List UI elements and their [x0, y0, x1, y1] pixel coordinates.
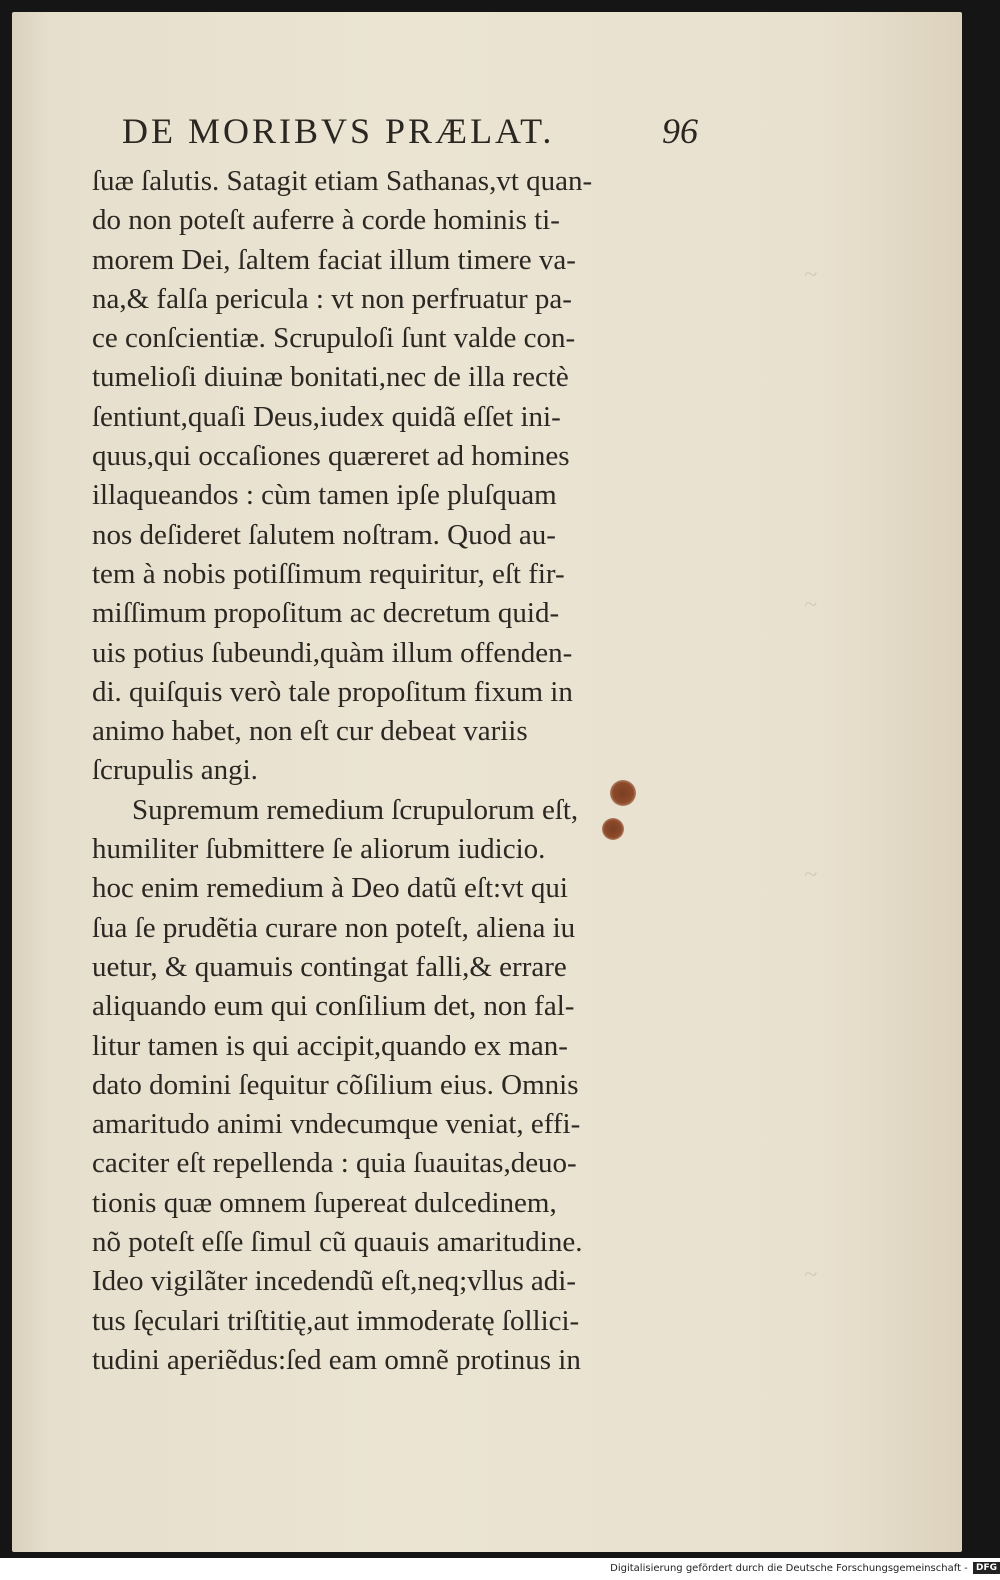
text-line: na,& falſa pericula : vt non perfruatur pa-: [92, 282, 572, 315]
text-line: animo habet, non eſt cur debeat variis: [92, 715, 528, 748]
text-line: tus ſęculari triſtitię,aut immoderatę ſollici-: [92, 1304, 580, 1337]
text-line: quus,qui occaſiones quæreret ad homines: [92, 440, 570, 473]
dfg-logo: DFG: [973, 1562, 1000, 1574]
text-line: humiliter ſubmittere ſe aliorum iudicio.: [92, 833, 546, 866]
ink-stain: [610, 780, 636, 806]
text-line: dato domini ſequitur cõſilium eius. Omnis: [92, 1068, 579, 1101]
digitization-credit: [600, 1562, 1000, 1580]
credit-text: Digitalisierung gefördert durch die Deutsche Forschungsgemeinschaft -: [610, 1563, 968, 1574]
page-header: [122, 110, 722, 160]
book-page: [12, 12, 962, 1552]
running-title: DE MORIBVS PRÆLAT.: [122, 111, 555, 151]
text-line: ſua ſe prudẽtia curare non poteſt, aliena iu: [92, 911, 576, 944]
text-line: nõ poteſt eſſe ſimul cũ quauis amaritudine.: [92, 1226, 583, 1259]
text-line: Ideo vigilãter incedendũ eſt,neq;vllus adi-: [92, 1265, 576, 1298]
text-line: aliquando eum qui conſilium det, non fal-: [92, 990, 575, 1023]
text-line: ſcrupulis angi.: [92, 754, 258, 787]
text-line: hoc enim remedium à Deo datũ eſt:vt qui: [92, 872, 568, 905]
text-line: nos deſideret ſalutem noſtram. Quod au-: [92, 518, 556, 551]
text-line: miſſimum propoſitum ac decretum quid-: [92, 597, 560, 630]
text-line: litur tamen is qui accipit,quando ex man-: [92, 1029, 568, 1062]
page-number: 96: [662, 111, 698, 151]
text-line: illaqueandos : cùm tamen ipſe pluſquam: [92, 479, 557, 512]
text-line: ce conſcientiæ. Scrupuloſi ſunt valde con-: [92, 322, 576, 355]
text-line: tumelioſi diuinæ bonitati,nec de illa rectè: [92, 361, 569, 394]
text-line: ſentiunt,quaſi Deus,iudex quidã eſſet ini-: [92, 400, 561, 433]
text-line: di. quiſquis verò tale propoſitum fixum in: [92, 675, 573, 708]
text-line: ſuæ ſalutis. Satagit etiam Sathanas,vt quan-: [92, 165, 593, 197]
show-through-marginalia: ~ ~ ~ ~: [804, 262, 817, 1288]
text-line: tem à nobis potiſſimum requiritur, eſt fir-: [92, 557, 565, 590]
body-text: [92, 162, 712, 1380]
ink-stain: [602, 818, 624, 840]
paragraph-start-line: Supremum remedium ſcrupulorum eſt,: [132, 793, 579, 826]
text-line: amaritudo animi vndecumque veniat, effi-: [92, 1108, 581, 1141]
text-line: do non poteſt auferre à corde hominis ti-: [92, 204, 560, 237]
text-line: tudini aperiẽdus:ſed eam omnẽ protinus in: [92, 1343, 581, 1376]
text-line: morem Dei, ſaltem faciat illum timere va-: [92, 243, 576, 276]
text-line: caciter eſt repellenda : quia ſuauitas,deuo-: [92, 1147, 577, 1180]
text-line: uetur, & quamuis contingat falli,& errare: [92, 950, 567, 983]
text-line: tionis quæ omnem ſupereat dulcedinem,: [92, 1186, 557, 1219]
text-line: uis potius ſubeundi,quàm illum offenden-: [92, 636, 573, 669]
